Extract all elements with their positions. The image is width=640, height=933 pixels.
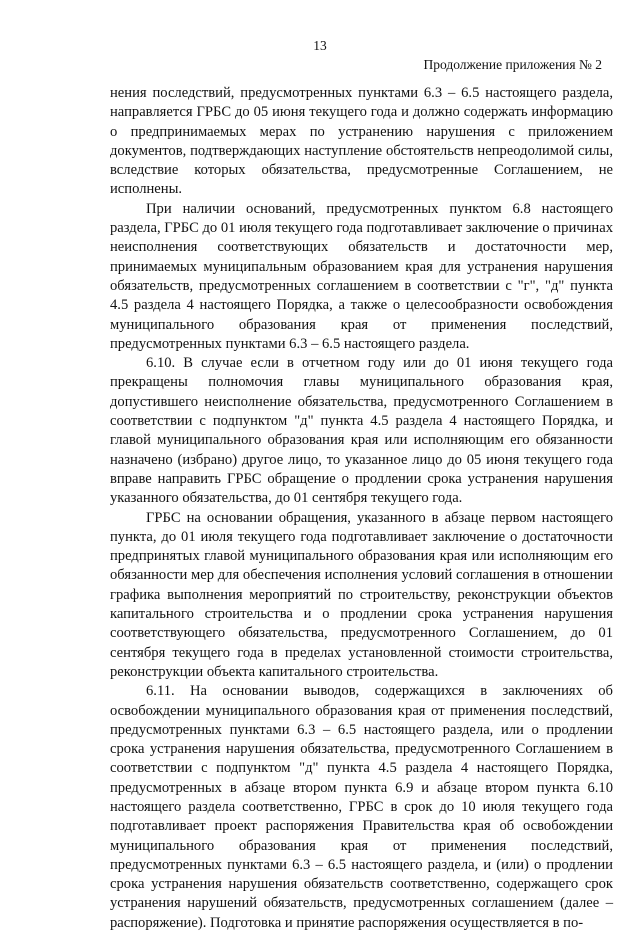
paragraph-6-11: 6.11. На основании выводов, содержащихся в заключениях об освобождении муниципального образования края от применения последствий, предусмотренных пунктами 6.3 – 6.5 настоящего раздела, или о продлении срока устранения нарушения обязательства, предусмотренного Соглашением в соответствии с подпунктом "д" пункта 4.5 раздела 4 настоящего Порядка, предусмотренных в абзаце втором пункта 6.9 и абзаце втором пункта 6.10 настоящего раздела соответственно, ГРБС в срок до 10 июля текущего года подготавливает проект распоряжения Правительства края об освобождении муниципального образования края от применения последствий, предусмотренных пунктами 6.3 – 6.5 настоящего раздела, и (или) о продлении срока устранения нарушения обязательств соответственно, содержащего срок устранения нарушений обязательств, предусмотренных соглашением (далее – распоряжение). Подготовка и принятие распоряжения осуществляется в по-	[110, 683, 613, 931]
paragraph-6-10-grbs: ГРБС на основании обращения, указанного в абзаце первом настоящего пункта, до 01 июля текущего года подготавливает заключение о достаточности предпринятых главой муниципального образования края или исполняющим его обязанности мер для обеспечения исполнения условий соглашения в отношении графика выполнения мероприятий по строительству, реконструкции объектов капитального строительства и о продлении срока устранения нарушения соответствующего обязательства, предусмотренного Соглашением, до 01 сентября текущего года в пределах установленной стоимости строительства, реконструкции объекта капитального строительства.	[110, 509, 613, 680]
paragraph-6-9-conclusion: При наличии оснований, предусмотренных пунктом 6.8 настоящего раздела, ГРБС до 01 июля текущего года подготавливает заключение о причинах неисполнения соответствующих обязательств и достаточности мер, принимаемых муниципальным образованием края для устранения нарушения обязательств, предусмотренных соглашением в соответствии с "г", "д" пункта 4.5 раздела 4 настоящего Порядка, а также о целесообразности освобождения муниципального образования края от применения последствий, предусмотренных пунктами 6.3 – 6.5 настоящего раздела.	[110, 200, 613, 352]
body-text	[110, 84, 613, 933]
paragraph-6-10: 6.10. В случае если в отчетном году или до 01 июня текущего года прекращены полномочия главы муниципального образования края, допустившего неисполнение обязательства, предусмотренного Соглашением в соответствии с подпунктом "д" пункта 4.5 раздела 4 настоящего Порядка, и главой муниципального образования края или исполняющим его обязанности назначено (избрано) другое лицо, то указанное лицо до 05 июня текущего года вправе направить ГРБС обращение о продлении срока устранения нарушения указанного обязательства, до 01 сентября текущего года.	[110, 355, 613, 507]
page-number: 13	[313, 38, 327, 53]
paragraph-continuation: нения последствий, предусмотренных пунктами 6.3 – 6.5 настоящего раздела, направляется ГРБС до 05 июня текущего года и должно содержать информацию о предпринимаемых мерах по устранению нарушения с приложением документов, подтверждающих наступление обстоятельств непреодолимой силы, вследствие которых обязательства, предусмотренные Соглашением, не исполнены.	[110, 85, 613, 198]
appendix-continuation-note: Продолжение приложения № 2	[423, 57, 602, 72]
